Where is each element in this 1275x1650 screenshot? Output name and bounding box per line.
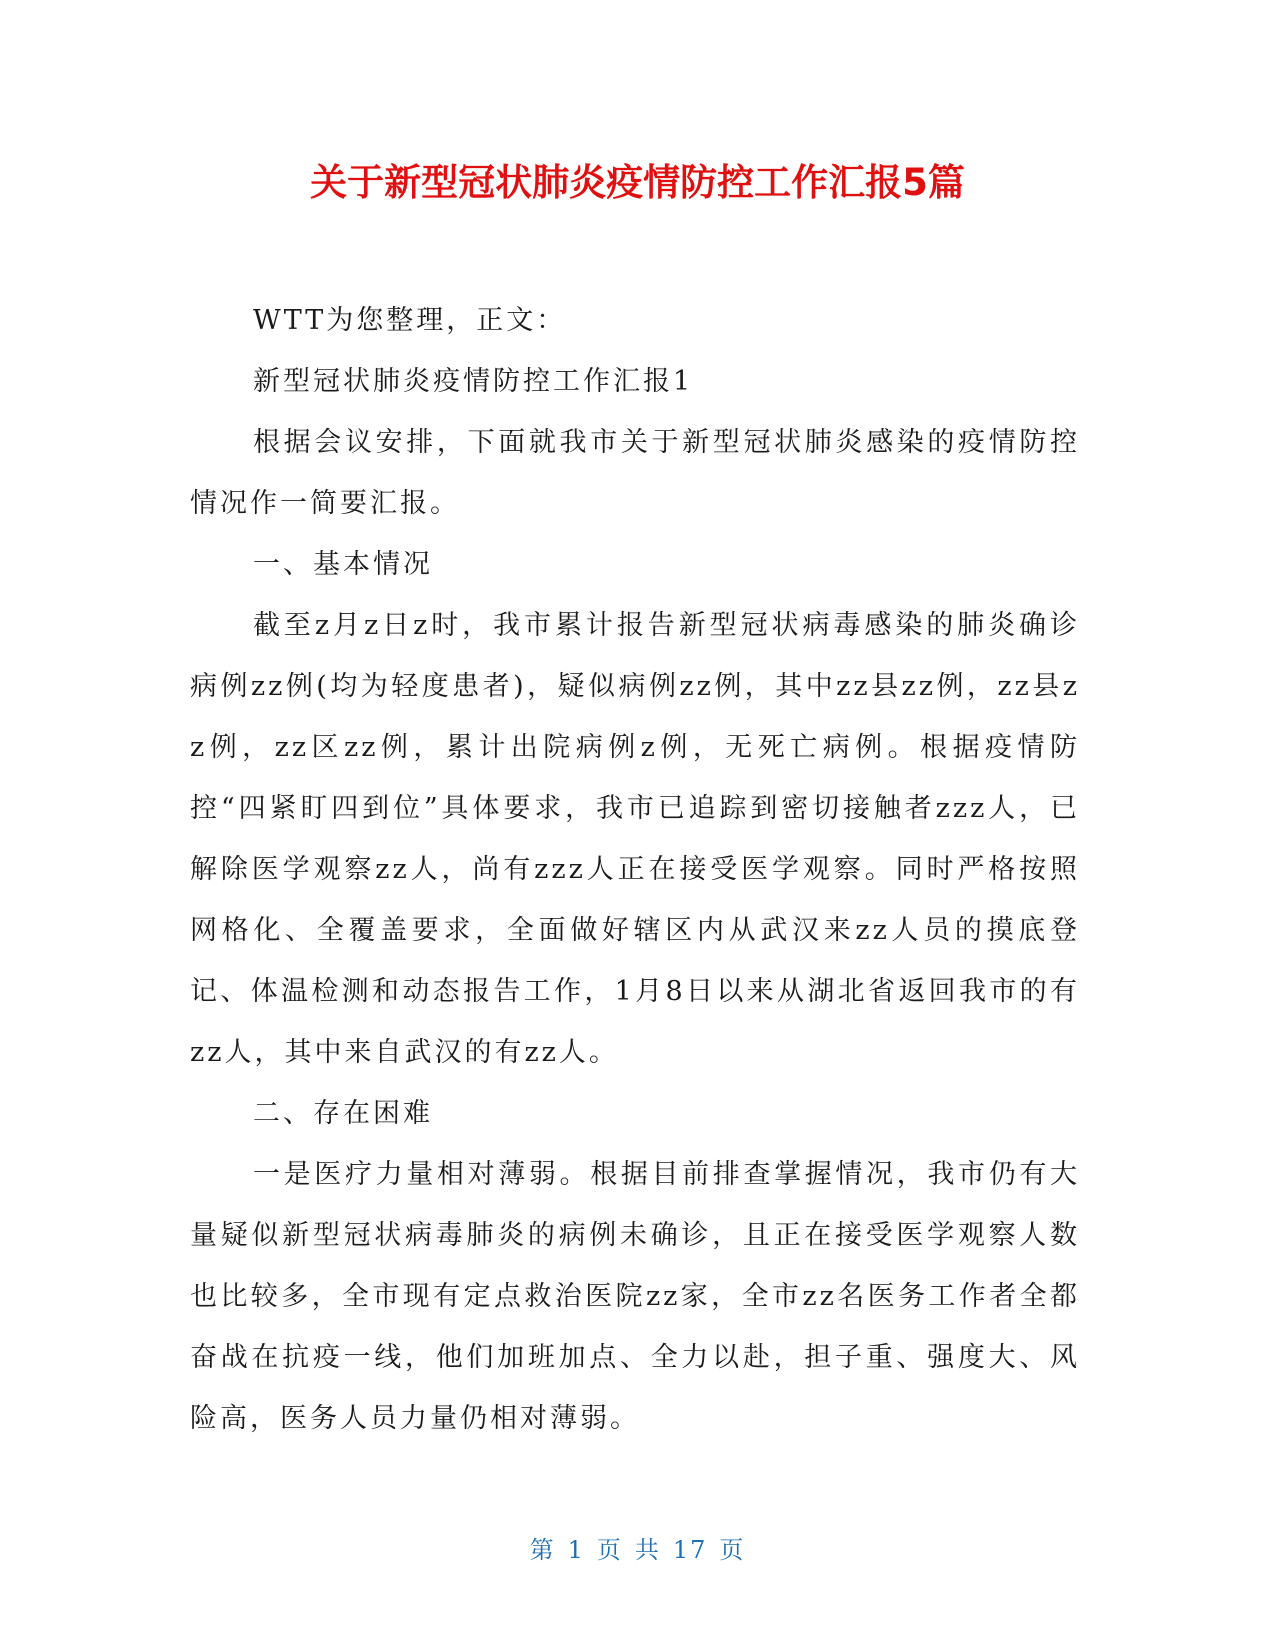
document-body [190, 290, 1080, 1449]
total-prefix: 共 [634, 1536, 661, 1564]
section-heading-difficulties: 二、存在困难 [253, 1098, 433, 1129]
page-number: 1 [567, 1536, 585, 1564]
paragraph-medical-capacity: 一是医疗力量相对薄弱。根据目前排查掌握情况，我市仍有大量疑似新型冠状病毒肺炎的病例未确诊，且正在接受医学观察人数也比较多，全市现有定点救治医院zz家，全市zz名医务工作者全都奋战在抗疫一线，他们加班加点、全力以赴，担子重、强度大、风险高，医务人员力量仍相对薄弱。 [190, 1159, 1080, 1434]
paragraph-intro: WTT为您整理，正文： [253, 305, 567, 336]
page-label-mid: 页 [596, 1536, 623, 1564]
document-title: 关于新型冠状肺炎疫情防控工作汇报5篇 [310, 161, 965, 204]
paragraph-basic-situation: 截至z月z日z时，我市累计报告新型冠状病毒感染的肺炎确诊病例zz例(均为轻度患者)，疑似病例zz例，其中zz县zz例，zz县zz例，zz区zz例，累计出院病例z例，无死亡病例。根据疫情防控“四紧盯四到位”具体要求，我市已追踪到密切接触者zzz人，已解除医学观察zz人，尚有zzz人正在接受医学观察。同时严格按照网格化、全覆盖要求，全面做好辖区内从武汉来zz人员的摸底登记、体温检测和动态报告工作，1月8日以来从湖北省返回我市的有zz人，其中来自武汉的有zz人。 [190, 610, 1080, 1068]
paragraph-report-heading: 新型冠状肺炎疫情防控工作汇报1 [253, 366, 694, 397]
section-heading-basic: 一、基本情况 [253, 549, 433, 580]
total-suffix: 页 [719, 1536, 746, 1564]
page-footer [0, 1534, 1275, 1566]
page-label-prefix: 第 [529, 1536, 556, 1564]
total-pages: 17 [672, 1536, 708, 1564]
paragraph-opening: 根据会议安排，下面就我市关于新型冠状肺炎感染的疫情防控情况作一简要汇报。 [190, 427, 1080, 519]
